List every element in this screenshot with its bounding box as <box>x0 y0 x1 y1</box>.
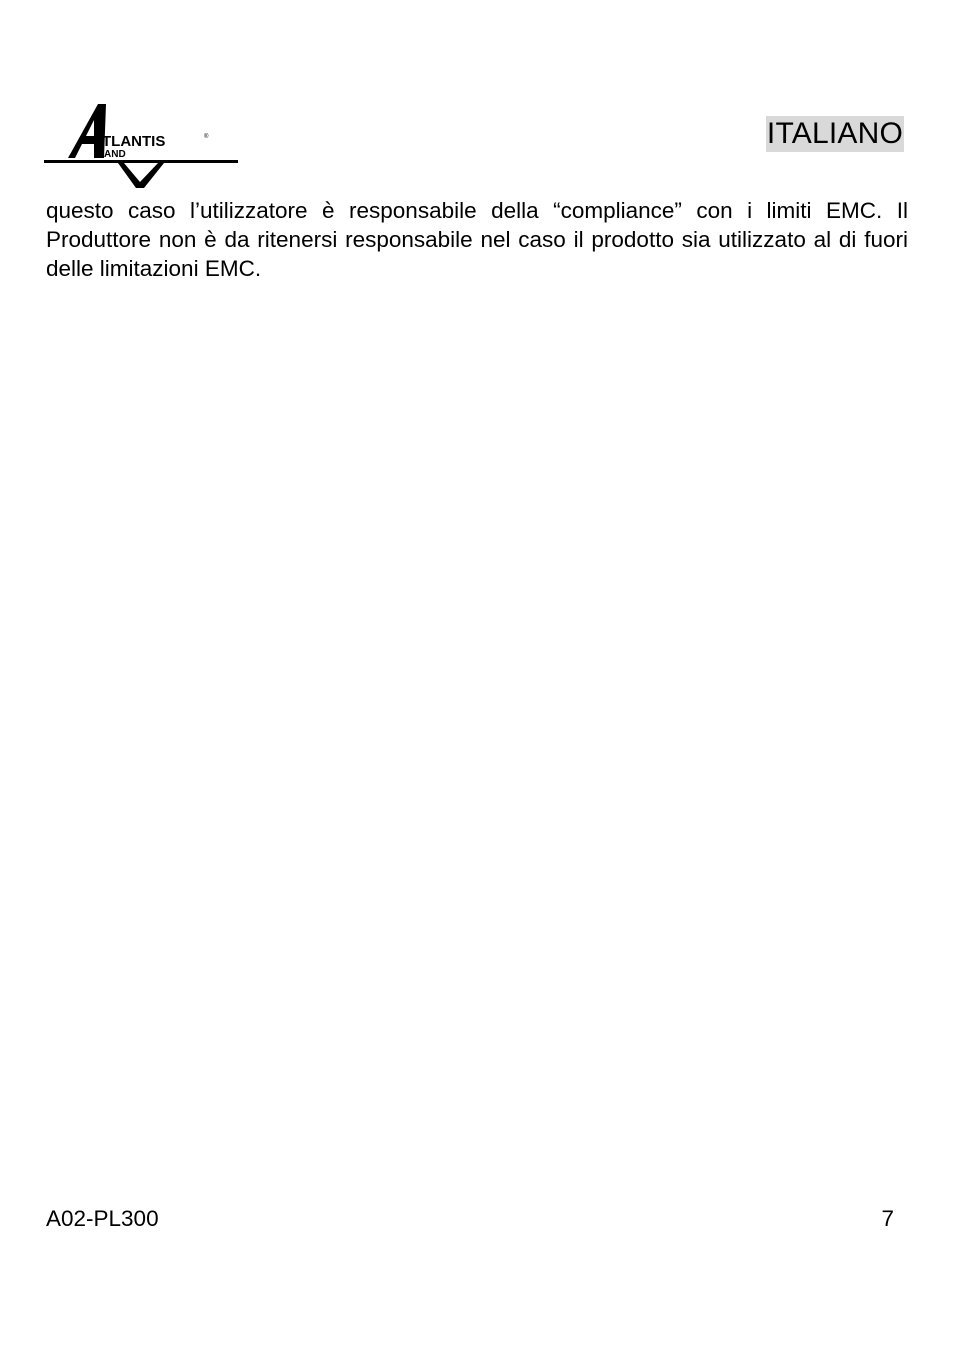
svg-text:®: ® <box>204 134 209 140</box>
body-paragraph-container <box>46 196 908 283</box>
atlantis-land-logo <box>44 102 240 190</box>
language-label: ITALIANO <box>766 117 903 150</box>
svg-text:TLANTIS: TLANTIS <box>102 133 166 150</box>
footer-page-number: 7 <box>881 1206 894 1231</box>
svg-text:AND: AND <box>104 149 126 160</box>
footer-model-number: A02-PL300 <box>46 1206 159 1231</box>
body-paragraph: questo caso l’utilizzatore è responsabile della “compliance” con i limiti EMC. Il Produttore non è da ritenersi responsabile nel caso il prodotto sia utilizzato al di fuori delle limitazioni EMC. <box>46 198 908 281</box>
